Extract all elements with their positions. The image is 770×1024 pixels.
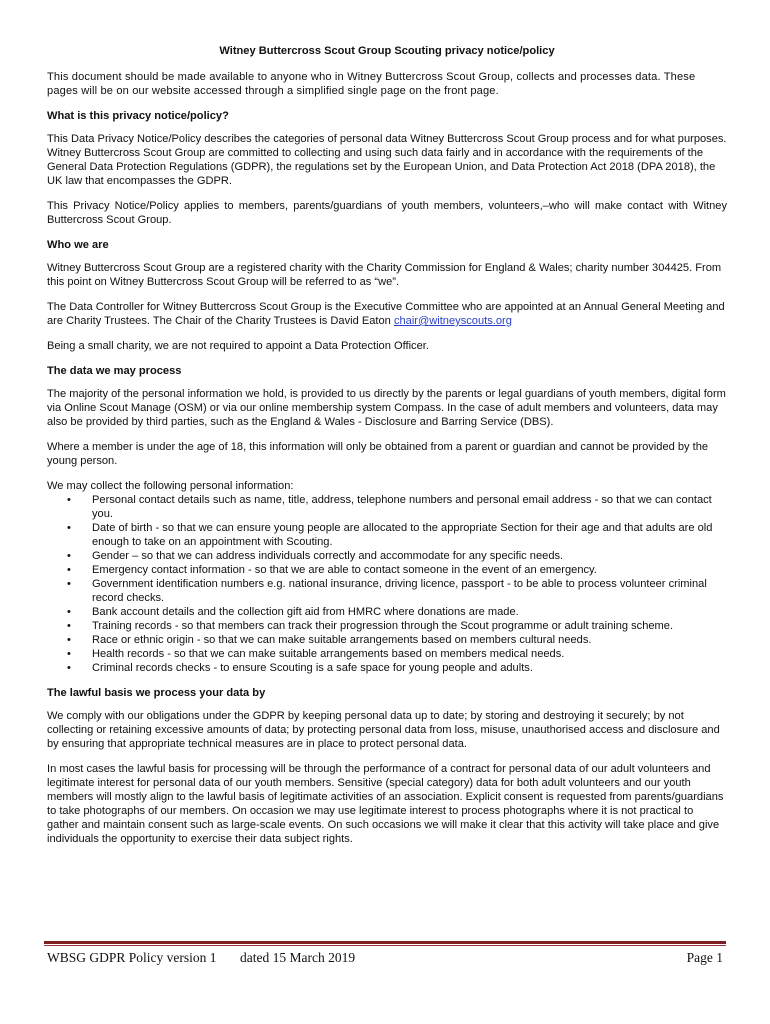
list-item-text: Health records - so that we can make suitable arrangements based on members medical needs.	[92, 648, 565, 660]
list-item	[47, 661, 727, 675]
list-item-text: Training records - so that members can track their progression through the Scout programme or adult training scheme.	[92, 620, 674, 632]
bullet-icon: •	[67, 662, 71, 674]
data-paragraph-1: The majority of the personal information we hold, is provided to us directly by the parents or legal guardians of youth members, digital form via Online Scout Manage (OSM) or via our online membership system Compass. In the case of adult members and volunteers, data may also be provided by third parties, such as the England & Wales - Disclosure and Barring Service (DBS).	[47, 388, 726, 428]
section-heading-what: What is this privacy notice/policy?	[47, 110, 229, 122]
list-item	[47, 549, 727, 563]
section-heading-lawful: The lawful basis we process your data by	[47, 687, 266, 699]
list-item	[47, 605, 727, 619]
bullet-icon: •	[67, 578, 71, 590]
footer-date: dated 15 March 2019	[240, 950, 356, 965]
list-item-text: Emergency contact information - so that we are able to contact someone in the event of an emergency.	[92, 564, 597, 576]
section-heading-who: Who we are	[47, 239, 109, 251]
bullet-icon: •	[67, 550, 71, 562]
who-paragraph-3: Being a small charity, we are not required to appoint a Data Protection Officer.	[47, 340, 429, 352]
list-item-text: Personal contact details such as name, title, address, telephone numbers and personal email address - so that we can contact you.	[92, 494, 712, 520]
bullet-icon: •	[67, 634, 71, 646]
list-item	[47, 493, 727, 521]
footer-policy-version: WBSG GDPR Policy version 1	[47, 950, 217, 965]
footer-rule-thin	[44, 945, 726, 946]
bullet-icon: •	[67, 648, 71, 660]
who-paragraph-1: Witney Buttercross Scout Group are a registered charity with the Charity Commission for England & Wales; charity number 304425. From this point on Witney Buttercross Scout Group will be referred to as “we”.	[47, 262, 722, 288]
personal-info-list	[47, 493, 727, 675]
list-item-text: Government identification numbers e.g. national insurance, driving licence, passport - to be able to process volunteer criminal record checks.	[92, 578, 707, 604]
list-item-text: Race or ethnic origin - so that we can make suitable arrangements based on members cultural needs.	[92, 634, 592, 646]
what-paragraph-2: This Privacy Notice/Policy applies to members, parents/guardians of youth members, volunteers,–who will make contact with Witney Buttercross Scout Group.	[47, 200, 727, 226]
footer-page-number: Page 1	[686, 950, 723, 965]
document-title: Witney Buttercross Scout Group Scouting privacy notice/policy	[219, 45, 555, 57]
bullet-icon: •	[67, 620, 71, 632]
intro-paragraph: This document should be made available to anyone who in Witney Buttercross Scout Group, collects and processes data. These pages will be on our website accessed through a simplified single page on the front page.	[47, 71, 696, 97]
list-item-text: Criminal records checks - to ensure Scouting is a safe space for young people and adults.	[92, 662, 533, 674]
lawful-paragraph-2: In most cases the lawful basis for processing will be through the performance of a contract for personal data of our adult volunteers and legitimate interest for personal data of our youth members. Sensitive (special category) data for both adult volunteers and our youth members will mostly align to the lawful basis of legitimate activities of an association. Explicit consent is requested from parents/guardians to take photographs of our members. On occasion we may use legitimate interest to process photographs where it is not practical to gather and maintain consent such as large-scale events. On such occasions we will make it clear that this activity will take place and give individuals the opportunity to exercise their data subject rights.	[47, 763, 724, 845]
section-heading-data: The data we may process	[47, 365, 182, 377]
who-paragraph-2	[47, 300, 727, 328]
list-item-text: Date of birth - so that we can ensure young people are allocated to the appropriate Section for their age and that adults are old enough to take on an appointment with Scouting.	[92, 522, 713, 548]
list-item	[47, 563, 727, 577]
bullet-icon: •	[67, 564, 71, 576]
list-item	[47, 619, 727, 633]
data-list-intro: We may collect the following personal information:	[47, 480, 294, 492]
bullet-icon: •	[67, 522, 71, 534]
list-item-text: Gender – so that we can address individuals correctly and accommodate for any specific needs.	[92, 550, 564, 562]
who-paragraph-2-text: The Data Controller for Witney Buttercross Scout Group is the Executive Committee who are appointed at an Annual General Meeting and are Charity Trustees. The Chair of the Charity Trustees is David Eaton	[47, 301, 725, 327]
list-item	[47, 647, 727, 661]
what-paragraph-1: This Data Privacy Notice/Policy describes the categories of personal data Witney Buttercross Scout Group process and for what purposes. Witney Buttercross Scout Group are committed to collecting and using such data fairly and in accordance with the requirements of the General Data Protection Regulations (GDPR), the regulations set by the European Union, and Data Protection Act 2018 (DPA 2018), the UK law that encompasses the GDPR.	[47, 133, 727, 187]
bullet-icon: •	[67, 606, 71, 618]
list-item	[47, 577, 727, 605]
list-item	[47, 633, 727, 647]
data-paragraph-2: Where a member is under the age of 18, this information will only be obtained from a parent or guardian and cannot be provided by the young person.	[47, 441, 709, 467]
lawful-paragraph-1: We comply with our obligations under the GDPR by keeping personal data up to date; by storing and destroying it securely; by not collecting or retaining excessive amounts of data; by protecting personal data from loss, misuse, unauthorised access and disclosure and by ensuring that appropriate technical measures are in place to protect personal data.	[47, 710, 720, 750]
bullet-icon: •	[67, 494, 71, 506]
footer-rule-thick	[44, 941, 726, 944]
list-item-text: Bank account details and the collection gift aid from HMRC where donations are made.	[92, 606, 519, 618]
chair-email-link[interactable]: chair@witneyscouts.org	[393, 315, 512, 327]
list-item	[47, 521, 727, 549]
document-body	[47, 44, 727, 857]
